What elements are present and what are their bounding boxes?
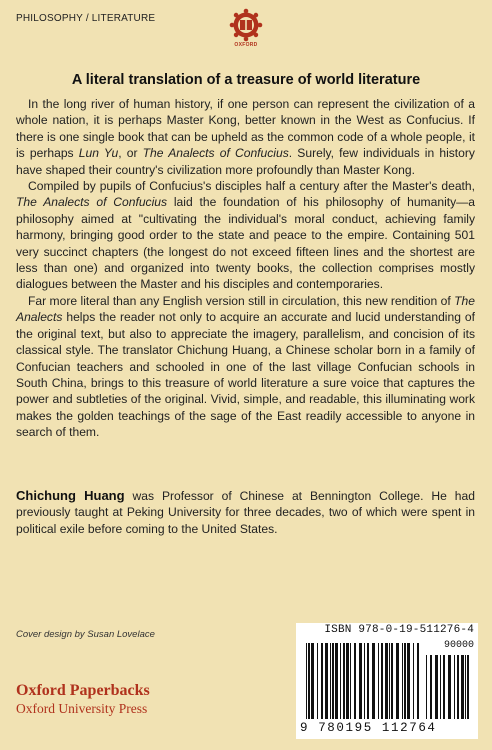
barcode-bar — [372, 643, 375, 719]
isbn-barcode — [296, 623, 478, 739]
barcode-bar — [308, 643, 310, 719]
blurb-paragraph — [16, 293, 475, 441]
barcode-bar — [461, 655, 464, 719]
barcode-bar — [443, 655, 445, 719]
barcode-bar — [359, 643, 362, 719]
blurb-text: , or — [118, 146, 143, 161]
barcode-bar — [367, 643, 369, 719]
oxford-logo — [229, 8, 263, 52]
barcode-bar — [325, 643, 328, 719]
isbn-label: ISBN 978-0-19-511276-4 — [324, 624, 474, 636]
barcode-bar — [330, 643, 331, 719]
barcode-bar — [343, 643, 345, 719]
barcode-bar — [364, 643, 365, 719]
barcode-bar — [430, 655, 432, 719]
barcode-bar — [407, 643, 410, 719]
barcode-bar — [354, 643, 356, 719]
headline: A literal translation of a treasure of world literature — [71, 72, 421, 88]
italic-title: Lun Yu — [78, 146, 119, 161]
barcode-bar — [346, 643, 349, 719]
category-label: PHILOSOPHY / LITERATURE — [16, 13, 156, 24]
italic-title: The Analects of Confucius — [16, 195, 168, 210]
barcode-bar — [350, 643, 351, 719]
barcode-bar — [385, 643, 388, 719]
barcode-bar — [402, 643, 403, 719]
blurb-text: . Surely, few individuals in history have shaped their country's civilization more profoundly than Master Kong. — [16, 146, 475, 177]
ean-digits: 9 780195 112764 — [300, 721, 437, 735]
barcode-bar — [389, 643, 390, 719]
author-name: Chichung Huang — [16, 488, 125, 503]
author-bio-paragraph — [16, 488, 475, 537]
barcode-bar — [306, 643, 307, 719]
author-bio-text: was Professor of Chinese at Bennington College. He had previously taught at Peking University for three decades, two of which were spent in political exile before coming to the United States. — [16, 489, 475, 536]
barcode-bar — [391, 643, 393, 719]
barcode-bars — [302, 639, 472, 719]
blurb-text: Far more literal than any English version still in circulation, this new rendition of — [28, 293, 455, 308]
blurb-text: laid the foundation of his philosophy of humanity—a philosophy aimed at "cultivating the individual's moral conduct, achieving family harmony, bringing good order to the state and peace to the empire. Containing 501 very succinct chapters (the longest do not exceed fifteen lines and the shortest are less than one) and organized into twenty books, the collection comprises mostly dialogues between the Master and his disciples and contemporaries. — [16, 195, 475, 292]
barcode-bar — [454, 655, 455, 719]
blurb-text: helps the reader not only to acquire an accurate and lucid understanding of the original text, but also to appreciate the imagery, parallelism, and concision of its classical style. The translator Chichung Huang, a Chinese scholar born in a family of Confucian teachers and schooled in one of the last village Confucian schools in South China, brings to this treasure of world literature a sure voice that captures the power and subtleties of the original. Vivid, simple, and readable, this illuminating work makes the golden teachings of the sage of the East readily accessible to anyone in search of them. — [16, 310, 475, 440]
barcode-bar — [440, 655, 441, 719]
barcode-bar — [335, 643, 338, 719]
author-bio — [16, 488, 475, 537]
barcode-bar — [465, 655, 466, 719]
barcode-bar — [381, 643, 383, 719]
barcode-bar — [435, 655, 438, 719]
barcode-bar — [426, 655, 427, 719]
blurb-text: Compiled by pupils of Confucius's disciples half a century after the Master's death, — [28, 179, 475, 194]
barcode-bar — [340, 643, 341, 719]
barcode-bar — [417, 643, 419, 719]
barcode-bar — [317, 643, 318, 719]
barcode-bar — [413, 643, 414, 719]
barcode-bar — [378, 643, 379, 719]
logo-wordmark: OXFORD — [234, 42, 258, 48]
barcode-bar — [396, 643, 399, 719]
italic-title: The Analects of Confucius — [142, 146, 289, 161]
barcode-bar — [332, 643, 334, 719]
oxford-emblem-icon — [229, 8, 263, 42]
barcode-bar — [467, 655, 469, 719]
blurb-text: In the long river of human history, if one person can represent the civilization of a whole nation, it is perhaps Master Kong, better known in the West as Confucius. If there is one single book that can be upheld as the common code of a whole people, it is perhaps — [16, 97, 475, 161]
publisher-name: Oxford University Press — [16, 701, 148, 716]
description-blurb — [16, 96, 475, 441]
barcode-bar — [457, 655, 459, 719]
cover-credit: Cover design by Susan Lovelace — [16, 629, 155, 640]
barcode-bar — [311, 643, 314, 719]
imprint-name: Oxford Paperbacks — [16, 682, 150, 699]
barcode-bar — [321, 643, 323, 719]
barcode-bar — [404, 643, 406, 719]
blurb-paragraph — [16, 178, 475, 293]
italic-title: The Analects — [16, 293, 475, 325]
blurb-paragraph — [16, 96, 475, 178]
price-code: 90000 — [443, 640, 474, 651]
barcode-bar — [448, 655, 451, 719]
